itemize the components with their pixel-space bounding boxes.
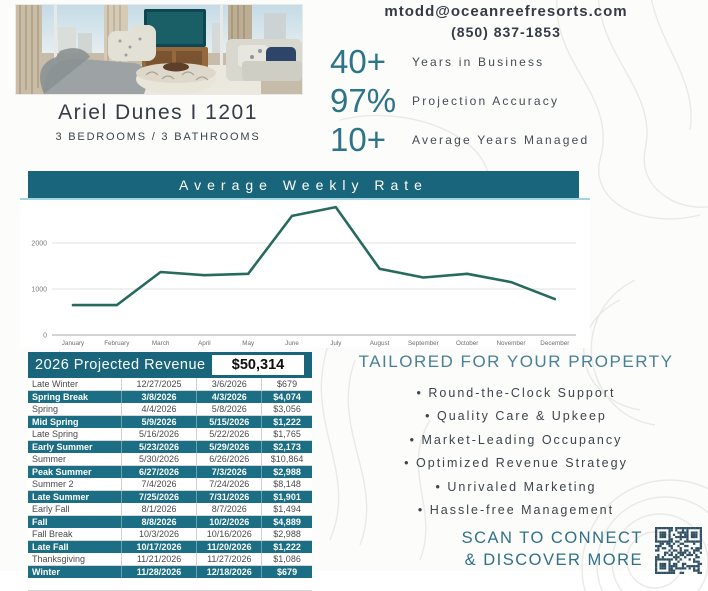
revenue-row [28,541,312,553]
svg-text:1000: 1000 [31,286,47,294]
revenue-row [28,378,312,391]
season-cell: Early Summer [28,441,122,453]
contact-phone: (850) 837-1853 [451,24,561,40]
stat-value: 40+ [330,42,386,80]
stat-value: 97% [330,81,397,119]
stat-label: Average Years Managed [412,132,590,147]
end-date-cell: 11/20/2026 [197,541,262,553]
season-cell: Fall [28,516,122,528]
season-cell: Spring Break [28,391,122,403]
svg-text:September: September [407,340,439,347]
scan-text [462,527,643,571]
revenue-row [28,466,312,478]
start-date-cell: 10/17/2026 [122,541,198,553]
feature-item: • Optimized Revenue Strategy [404,456,628,471]
property-specs: 3 BEDROOMS / 3 BATHROOMS [55,131,261,143]
season-cell: Early Fall [28,503,122,515]
svg-text:December: December [540,340,570,347]
season-cell: Late Spring [28,428,122,440]
qr-code [655,527,702,574]
amount-cell: $1,765 [273,429,301,439]
property-photo [15,4,303,95]
start-date-cell: 6/27/2026 [122,466,198,478]
features-title: TAILORED FOR YOUR PROPERTY [358,352,674,371]
end-date-cell: 11/27/2026 [197,553,262,565]
amount-cell: $3,056 [273,404,301,414]
features-block [330,352,702,522]
revenue-row [28,528,312,541]
start-date-cell: 5/23/2026 [122,441,198,453]
svg-text:March: March [151,340,170,347]
season-cell: Spring [28,403,122,415]
svg-text:August: August [369,340,390,347]
amount-cell: $1,222 [273,417,301,427]
svg-text:October: October [455,340,479,347]
revenue-row [28,516,312,528]
contact-block [308,3,704,40]
revenue-row [28,478,312,491]
end-date-cell: 7/3/2026 [197,466,262,478]
season-cell: Summer 2 [28,478,122,490]
amount-cell: $2,988 [273,529,301,539]
season-cell: Mid Spring [28,416,122,428]
features-list [330,381,702,522]
stat-value: 10+ [330,120,386,158]
svg-text:February: February [104,340,130,347]
season-cell: Late Fall [28,541,122,553]
start-date-cell: 7/25/2026 [122,491,198,503]
start-date-cell: 10/3/2026 [122,528,198,540]
season-cell: Late Winter [28,378,122,390]
amount-cell: $1,222 [273,542,301,552]
svg-text:0: 0 [43,332,47,340]
stat-average-years-managed [330,120,700,159]
start-date-cell: 5/30/2026 [122,453,198,465]
end-date-cell: 5/29/2026 [197,441,262,453]
end-date-cell: 8/7/2026 [197,503,262,515]
end-date-cell: 4/3/2026 [197,391,262,403]
start-date-cell: 8/8/2026 [122,516,198,528]
amount-cell: $1,901 [273,492,301,502]
projected-revenue-table [28,352,312,591]
amount-cell: $4,889 [273,517,301,527]
start-date-cell: 12/27/2025 [122,378,198,390]
revenue-row [28,553,312,566]
end-date-cell: 5/22/2026 [197,428,262,440]
revenue-row-clipped [28,578,312,591]
end-date-cell: 7/24/2026 [197,478,262,490]
svg-text:2000: 2000 [31,240,47,248]
revenue-rows [28,378,312,591]
stat-years-in-business [330,42,700,81]
end-date-cell: 3/6/2026 [197,378,262,390]
scan-to-connect-block [338,527,702,574]
company-stats [330,42,700,159]
revenue-row [28,403,312,416]
svg-text:January: January [61,340,85,347]
stat-label: Projection Accuracy [412,93,560,108]
line-chart [20,200,590,348]
end-date-cell: 6/26/2026 [197,453,262,465]
feature-item: • Quality Care & Upkeep [425,409,607,424]
property-name: Ariel Dunes I 1201 [58,101,258,124]
svg-text:July: July [330,340,342,347]
season-cell: Late Summer [28,491,122,503]
start-date-cell: 5/9/2026 [122,416,198,428]
start-date-cell: 5/16/2026 [122,428,198,440]
revenue-row [28,453,312,466]
season-cell: Winter [28,566,122,578]
revenue-row [28,416,312,428]
revenue-title: 2026 Projected Revenue [35,357,206,373]
season-cell: Fall Break [28,528,122,540]
scan-line-2: & DISCOVER MORE [464,551,643,569]
revenue-row [28,441,312,453]
amount-cell: $10,864 [270,454,304,464]
chart-title-banner: Average Weekly Rate [28,171,579,198]
feature-item: • Market-Leading Occupancy [409,432,623,447]
scan-line-1: SCAN TO CONNECT [461,529,643,547]
revenue-total-badge: $50,314 [212,355,304,375]
amount-cell: $2,988 [273,467,301,477]
season-cell: Peak Summer [28,466,122,478]
svg-text:April: April [198,340,211,347]
amount-cell: $1,086 [273,554,301,564]
living-room-illustration [16,5,302,94]
amount-cell: $679 [277,567,298,577]
end-date-cell: 5/15/2026 [197,416,262,428]
svg-text:June: June [285,340,299,347]
feature-item: • Unrivaled Marketing [435,479,597,494]
feature-item: • Hassle-free Management [417,503,615,518]
end-date-cell: 10/2/2026 [197,516,262,528]
revenue-row [28,491,312,503]
feature-item: • Round-the-Clock Support [416,385,616,400]
amount-cell: $679 [277,379,298,389]
svg-text:November: November [496,340,526,347]
start-date-cell: 11/21/2026 [122,553,198,565]
revenue-row [28,391,312,403]
season-cell: Thanksgiving [28,553,122,565]
average-weekly-rate-chart [20,198,590,348]
contact-email: mtodd@oceanreefresorts.com [384,3,628,20]
amount-cell: $1,494 [273,504,301,514]
revenue-row [28,428,312,441]
season-cell: Summer [28,453,122,465]
start-date-cell: 11/28/2026 [122,566,198,578]
end-date-cell: 5/8/2026 [197,403,262,415]
start-date-cell: 3/8/2026 [122,391,198,403]
amount-cell: $4,074 [273,392,301,402]
revenue-row [28,503,312,516]
svg-text:May: May [242,340,255,347]
start-date-cell: 7/4/2026 [122,478,198,490]
revenue-table-header [28,352,312,378]
stat-projection-accuracy [330,81,700,120]
revenue-row [28,566,312,578]
end-date-cell: 7/31/2026 [197,491,262,503]
end-date-cell: 10/16/2026 [197,528,262,540]
end-date-cell: 12/18/2026 [197,566,262,578]
amount-cell: $2,173 [273,442,301,452]
amount-cell: $8,148 [273,479,301,489]
start-date-cell: 4/4/2026 [122,403,198,415]
stat-label: Years in Business [412,54,545,69]
start-date-cell: 8/1/2026 [122,503,198,515]
